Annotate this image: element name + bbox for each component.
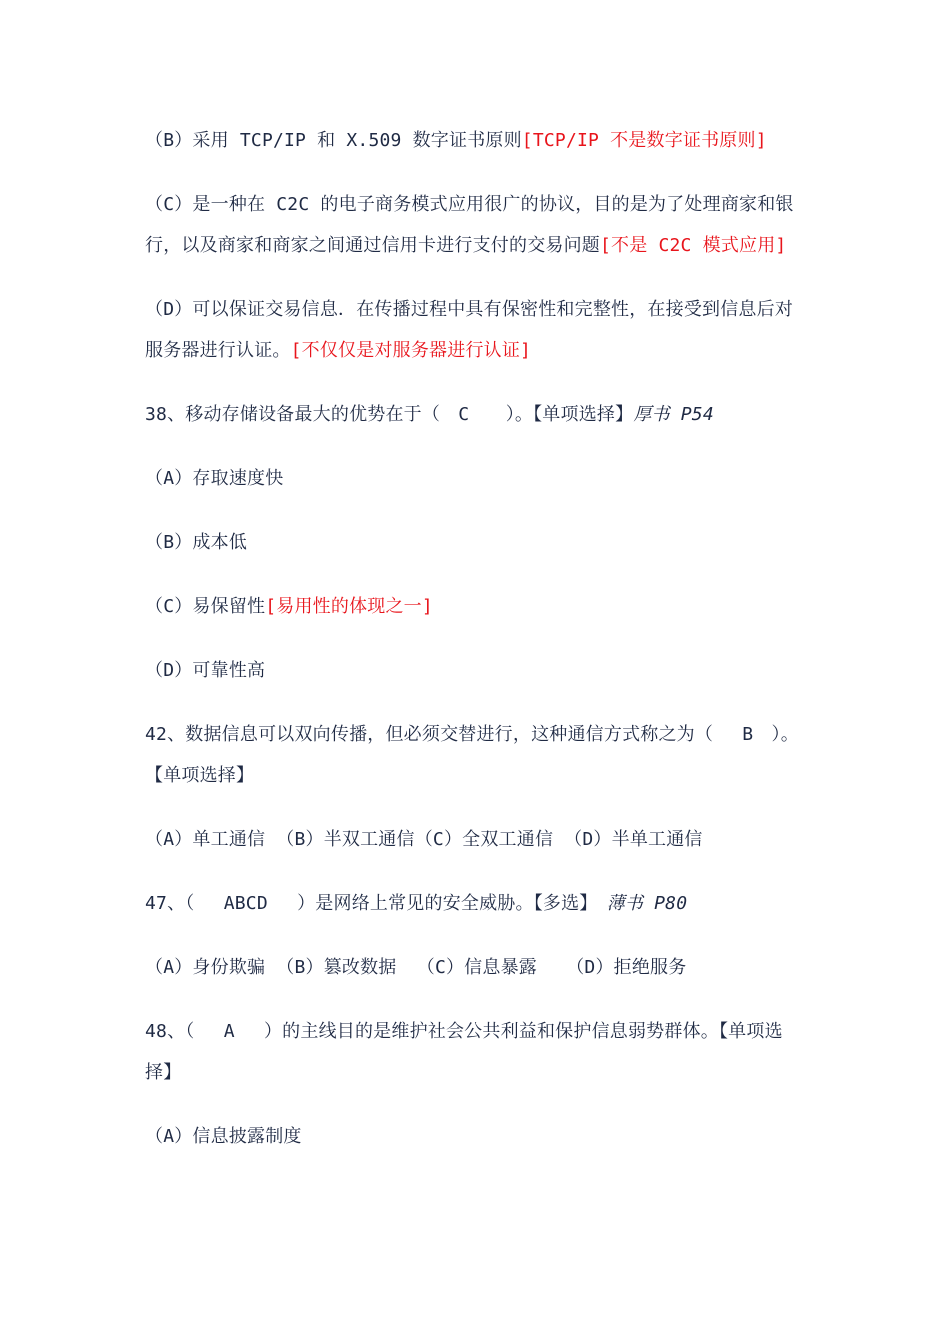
option-b-line — [145, 120, 810, 161]
question-38-option-c — [145, 586, 810, 627]
option-text: （C）易保留性 — [145, 596, 266, 617]
question-42-options: （A）单工通信 （B）半双工通信（C）全双工通信 （D）半单工通信 — [145, 829, 703, 850]
question-47 — [145, 883, 810, 924]
question-38-option-a: （A）存取速度快 — [145, 468, 284, 489]
question-38 — [145, 394, 810, 435]
question-38-option-b: （B）成本低 — [145, 532, 248, 553]
question-48-option-a: （A）信息披露制度 — [145, 1126, 302, 1147]
question-text: 38、移动存储设备最大的优势在于（ C ）。【单项选择】 — [145, 404, 634, 425]
option-c-line — [145, 184, 810, 266]
book-reference: 厚书 P54 — [633, 404, 714, 425]
answer-note: [不仅仅是对服务器进行认证] — [290, 340, 532, 361]
option-text: （C）是一种在 C2C 的电子商务模式应用很广的协议，目的是为了处理商家和银行，以及商家和商家之间通过信用卡进行支付的交易问题 — [145, 194, 794, 256]
answer-note: [TCP/IP 不是数字证书原则] — [521, 130, 767, 151]
answer-note: [不是 C2C 模式应用] — [600, 235, 787, 256]
question-47-options: （A）身份欺骗 （B）篡改数据 （C）信息暴露 （D）拒绝服务 — [145, 957, 687, 978]
option-text: （B）采用 TCP/IP 和 X.509 数字证书原则 — [145, 130, 522, 151]
book-reference: 薄书 P80 — [606, 893, 688, 914]
option-d-line — [145, 289, 810, 371]
option-text: （D）可以保证交易信息．在传播过程中具有保密性和完整性，在接受到信息后对服务器进行认证。 — [145, 299, 794, 361]
question-48: 48、（ A ）的主线目的是维护社会公共利益和保护信息弱势群体。【单项选择】 — [145, 1021, 783, 1083]
question-38-option-d: （D）可靠性高 — [145, 660, 266, 681]
question-42: 42、数据信息可以双向传播，但必须交替进行，这种通信方式称之为（ B ）。【单项选择】 — [145, 724, 799, 786]
answer-note: [易用性的体现之一] — [265, 596, 433, 617]
question-text: 47、（ ABCD ）是网络上常见的安全威胁。【多选】 — [145, 893, 607, 914]
